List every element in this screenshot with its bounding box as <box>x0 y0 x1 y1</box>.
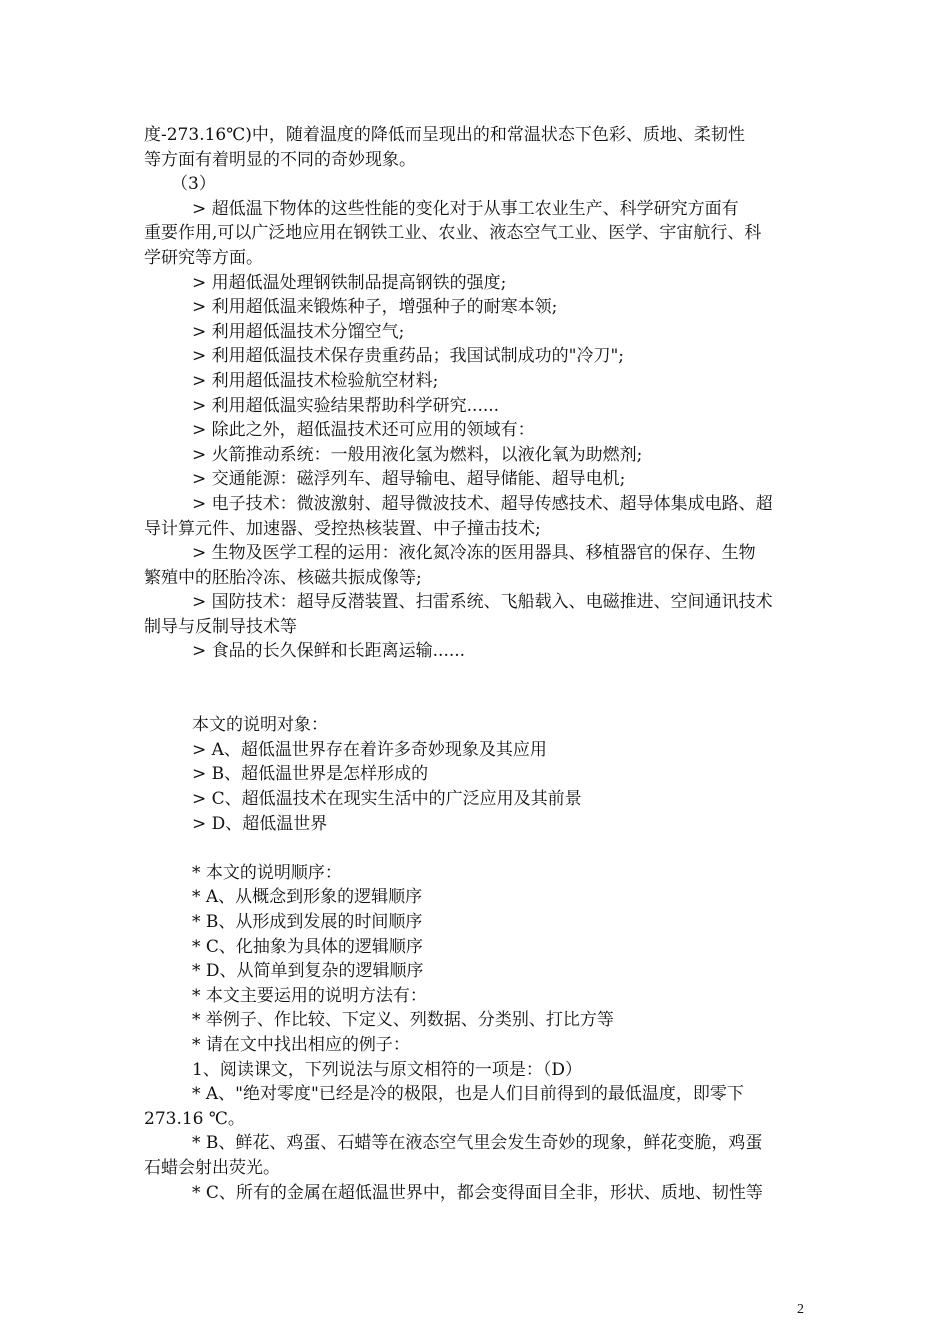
text-line: * 本文的说明顺序： <box>192 862 342 883</box>
text-line: 石蜡会射出荧光。 <box>144 1157 280 1178</box>
text-line: * A、从概念到形象的逻辑顺序 <box>192 887 423 908</box>
spacer <box>144 689 808 714</box>
text-line: * D、从简单到复杂的逻辑顺序 <box>192 961 424 982</box>
text-line: > 国防技术：超导反潜装置、扫雷系统、飞船载入、电磁推进、空间通讯技术 <box>192 592 773 613</box>
text-line: * C、化抽象为具体的逻辑顺序 <box>192 936 423 957</box>
text-line: > 生物及医学工程的运用：液化氮冷冻的医用器具、移植器官的保存、生物 <box>192 543 756 564</box>
text-line: > 超低温下物体的这些性能的变化对于从事工农业生产、科学研究方面有 <box>192 198 739 219</box>
applications-section <box>144 197 808 664</box>
text-line: > 火箭推动系统：一般用液化氢为燃料，以液化氧为助燃剂; <box>192 444 643 465</box>
text-line: 度-273.16℃)中，随着温度的降低而呈现出的和常温状态下色彩、质地、柔韧性 <box>144 125 745 145</box>
text-line: 繁殖中的胚胎冷冻、核磁共振成像等; <box>144 567 422 588</box>
text-line: > C、超低温技术在现实生活中的广泛应用及其前景 <box>192 789 582 810</box>
text-line: > 食品的长久保鲜和长距离运输...... <box>192 641 466 662</box>
text-line: > B、超低温世界是怎样形成的 <box>192 764 429 785</box>
text-line: 本文的说明对象： <box>192 715 328 736</box>
text-line: 学研究等方面。 <box>144 247 263 268</box>
text-line: 重要作用,可以广泛地应用在钢铁工业、农业、液态空气工业、医学、宇宙航行、科 <box>144 223 762 244</box>
page-content <box>144 123 808 1205</box>
text-line: > 利用超低温技术保存贵重药品；我国试制成功的"冷刀"; <box>192 346 625 367</box>
text-line: 制导与反制导技术等 <box>144 616 297 637</box>
text-line: > 利用超低温实验结果帮助科学研究...... <box>192 395 500 416</box>
text-line: > A、超低温世界存在着许多奇妙现象及其应用 <box>192 739 547 760</box>
text-line: > 利用超低温技术分馏空气; <box>192 321 405 342</box>
text-line: * C、所有的金属在超低温世界中，都会变得面目全非，形状、质地、韧性等 <box>192 1182 763 1203</box>
spacer <box>144 664 808 689</box>
text-line: > 利用超低温来锻炼种子，增强种子的耐寒本领; <box>192 297 558 318</box>
text-line: > 电子技术：微波激射、超导微波技术、超导传感技术、超导体集成电路、超 <box>192 493 773 514</box>
order-section <box>144 861 808 1205</box>
text-line: > 交通能源：磁浮列车、超导输电、超导储能、超导电机; <box>192 469 626 490</box>
text-line: > 利用超低温技术检验航空材料; <box>192 370 439 391</box>
text-line: 273.16 ℃。 <box>144 1108 245 1129</box>
spacer <box>144 836 808 861</box>
object-section <box>144 713 808 836</box>
text-line: * B、从形成到发展的时间顺序 <box>192 912 423 932</box>
page-number: 2 <box>797 1302 804 1317</box>
text-line: * B、鲜花、鸡蛋、石蜡等在液态空气里会发生奇妙的现象，鲜花变脆，鸡蛋 <box>192 1133 763 1154</box>
text-line: * A、"绝对零度"已经是冷的极限，也是人们目前得到的最低温度，即零下 <box>192 1084 744 1105</box>
text-line: * 本文主要运用的说明方法有： <box>192 985 427 1006</box>
text-line: 1、阅读课文，下列说法与原文相符的一项是：（D） <box>192 1059 582 1080</box>
section-number: （3） <box>171 174 216 195</box>
text-line: 等方面有着明显的不同的奇妙现象。 <box>144 149 416 170</box>
text-line: * 举例子、作比较、下定义、列数据、分类别、打比方等 <box>192 1010 614 1031</box>
text-line: > 除此之外，超低温技术还可应用的领域有： <box>192 420 535 441</box>
text-line: * 请在文中找出相应的例子： <box>192 1034 410 1055</box>
text-line: > 用超低温处理钢铁制品提高钢铁的强度; <box>192 272 507 293</box>
text-line: 导计算元件、加速器、受控热核装置、中子撞击技术; <box>144 518 541 539</box>
text-line: > D、超低温世界 <box>192 813 328 834</box>
